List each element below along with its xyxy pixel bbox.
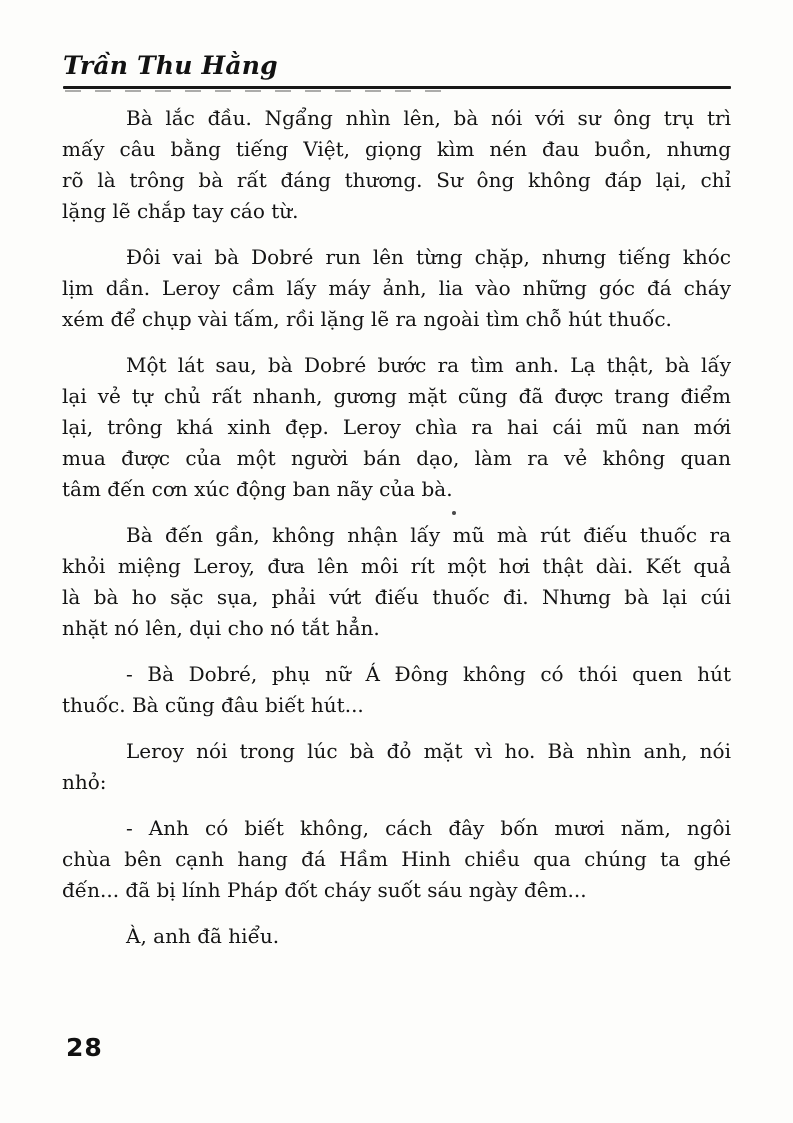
text-line: À, anh đã hiểu. [126,924,280,948]
text-line: Leroy nói trong lúc bà đỏ mặt vì ho. Bà nhìn anh, nói [126,739,731,763]
text-line: Một lát sau, bà Dobré bước ra tìm anh. Lạ thật, bà lấy [126,353,731,377]
page-number: 28 [66,1033,103,1062]
text-line: là bà ho sặc sụa, phải vứt điếu thuốc đi. Nhưng bà lại cúi [62,585,731,609]
text-line: - Anh có biết không, cách đây bốn mươi năm, ngôi [126,816,731,840]
text-line: - Bà Dobré, phụ nữ Á Đông không có thói quen hút [126,662,731,686]
page-body [62,103,731,952]
text-line: Bà lắc đầu. Ngẩng nhìn lên, bà nói với sư ông trụ trì [126,106,731,130]
paragraph [62,659,731,721]
text-line: lại, trông khá xinh đẹp. Leroy chìa ra hai cái mũ nan mới [62,415,731,439]
text-line: Đôi vai bà Dobré run lên từng chặp, nhưng tiếng khóc [126,245,731,269]
paragraph [62,242,731,335]
header-rule [63,86,731,89]
text-line: nhặt nó lên, dụi cho nó tắt hẳn. [62,616,380,640]
text-line: rõ là trông bà rất đáng thương. Sư ông không đáp lại, chỉ [62,168,731,192]
text-line: đến... đã bị lính Pháp đốt cháy suốt sáu ngày đêm... [62,878,587,902]
running-header [63,51,731,89]
paragraph [62,736,731,798]
text-line: nhỏ: [62,770,107,794]
text-line: thuốc. Bà cũng đâu biết hút... [62,693,364,717]
paragraph [62,921,731,952]
text-line: lịm dần. Leroy cầm lấy máy ảnh, lia vào những góc đá cháy [62,276,731,300]
text-line: tâm đến cơn xúc động ban nãy của bà. [62,477,453,501]
text-line: mấy câu bằng tiếng Việt, giọng kìm nén đau buồn, nhưng [62,137,731,161]
text-line: chùa bên cạnh hang đá Hầm Hinh chiều qua chúng ta ghé [62,847,731,871]
text-line: xém để chụp vài tấm, rồi lặng lẽ ra ngoài tìm chỗ hút thuốc. [62,307,672,331]
paragraph [62,350,731,505]
paragraph [62,103,731,227]
text-line: Bà đến gần, không nhận lấy mũ mà rút điếu thuốc ra [126,523,731,547]
text-line: lặng lẽ chắp tay cáo từ. [62,199,299,223]
text-line: mua được của một người bán dạo, làm ra vẻ không quan [62,446,731,470]
text-line: khỏi miệng Leroy, đưa lên môi rít một hơi thật dài. Kết quả [62,554,731,578]
paragraph [62,520,731,644]
paragraph [62,813,731,906]
text-line: lại vẻ tự chủ rất nhanh, gương mặt cũng đã được trang điểm [62,384,731,408]
scan-speck [452,511,456,515]
running-header-author: Trần Thu Hằng [63,51,278,80]
